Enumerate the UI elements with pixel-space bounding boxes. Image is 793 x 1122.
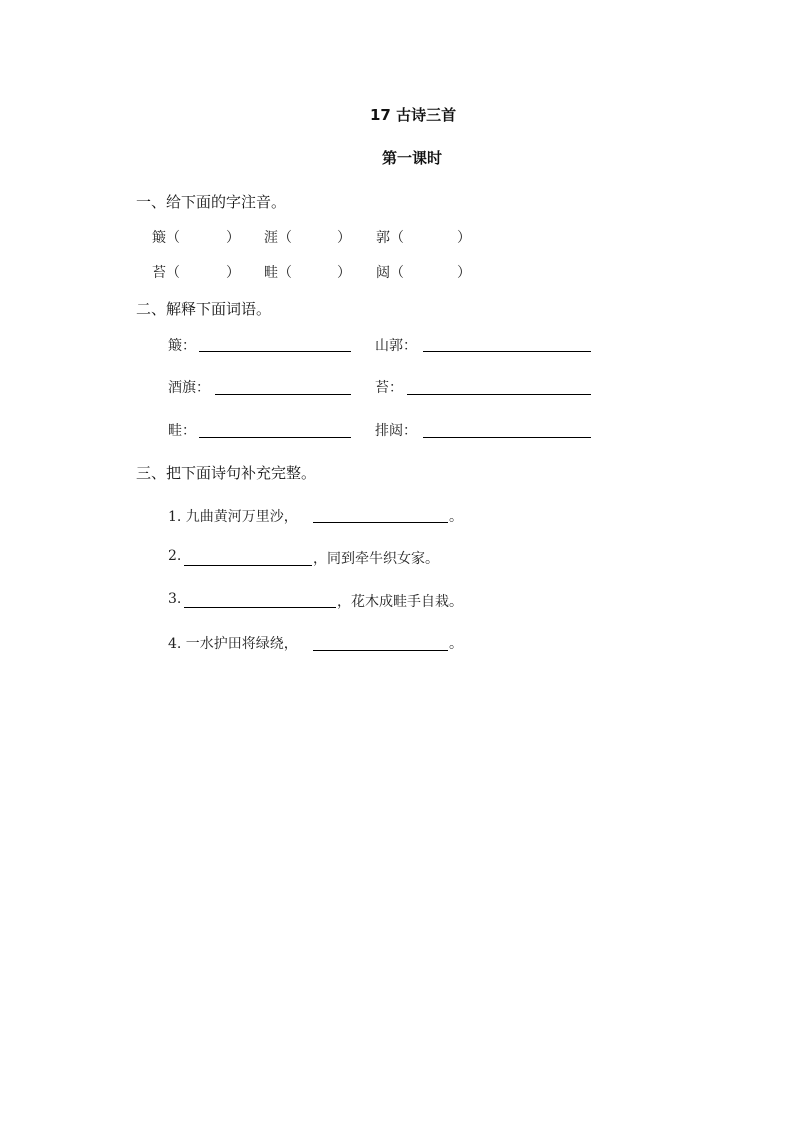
- pinyin-item: 闼（: [376, 265, 404, 281]
- poem-line-prefix: 4. 一水护田将绿绕，: [168, 636, 298, 652]
- section3-heading: 三、把下面诗句补充完整。: [136, 464, 317, 482]
- definition-label: 簸：: [168, 338, 196, 354]
- definition-label: 排闼：: [375, 423, 417, 439]
- poem-blank[interactable]: [313, 649, 448, 651]
- answer-blank[interactable]: [215, 393, 351, 395]
- answer-blank[interactable]: [423, 436, 591, 438]
- poem-line-suffix: 。: [449, 509, 463, 525]
- paren-close: ）: [337, 230, 351, 246]
- poem-line-prefix: 3.: [168, 591, 182, 607]
- definition-label: 山郭：: [375, 338, 417, 354]
- pinyin-item: 畦（: [264, 265, 292, 281]
- answer-blank[interactable]: [407, 393, 591, 395]
- definition-label: 酒旗：: [168, 380, 210, 396]
- poem-line-suffix: 。: [449, 636, 463, 652]
- answer-blank[interactable]: [199, 350, 351, 352]
- poem-line-suffix: ，花木成畦手自栽。: [337, 594, 463, 610]
- pinyin-item: 郭（: [376, 230, 404, 246]
- poem-blank[interactable]: [313, 521, 448, 523]
- pinyin-item: 苔（: [152, 265, 180, 281]
- page-subtitle: 第一课时: [382, 149, 443, 167]
- answer-blank[interactable]: [423, 350, 591, 352]
- poem-line-prefix: 2.: [168, 548, 182, 564]
- poem-blank[interactable]: [184, 564, 312, 566]
- paren-close: ）: [226, 230, 240, 246]
- section1-heading: 一、给下面的字注音。: [136, 193, 287, 211]
- paren-close: ）: [337, 265, 351, 281]
- page-title: 17 古诗三首: [370, 106, 457, 124]
- paren-close: ）: [226, 265, 240, 281]
- poem-line-suffix: ，同到牵牛织女家。: [313, 551, 439, 567]
- pinyin-item: 涯（: [264, 230, 292, 246]
- definition-label: 畦：: [168, 423, 196, 439]
- paren-close: ）: [457, 230, 471, 246]
- paren-close: ）: [457, 265, 471, 281]
- poem-blank[interactable]: [184, 606, 336, 608]
- section2-heading: 二、解释下面词语。: [136, 300, 272, 318]
- definition-label: 苔：: [375, 380, 403, 396]
- answer-blank[interactable]: [199, 436, 351, 438]
- poem-line-prefix: 1. 九曲黄河万里沙，: [168, 509, 298, 525]
- pinyin-item: 簸（: [152, 230, 180, 246]
